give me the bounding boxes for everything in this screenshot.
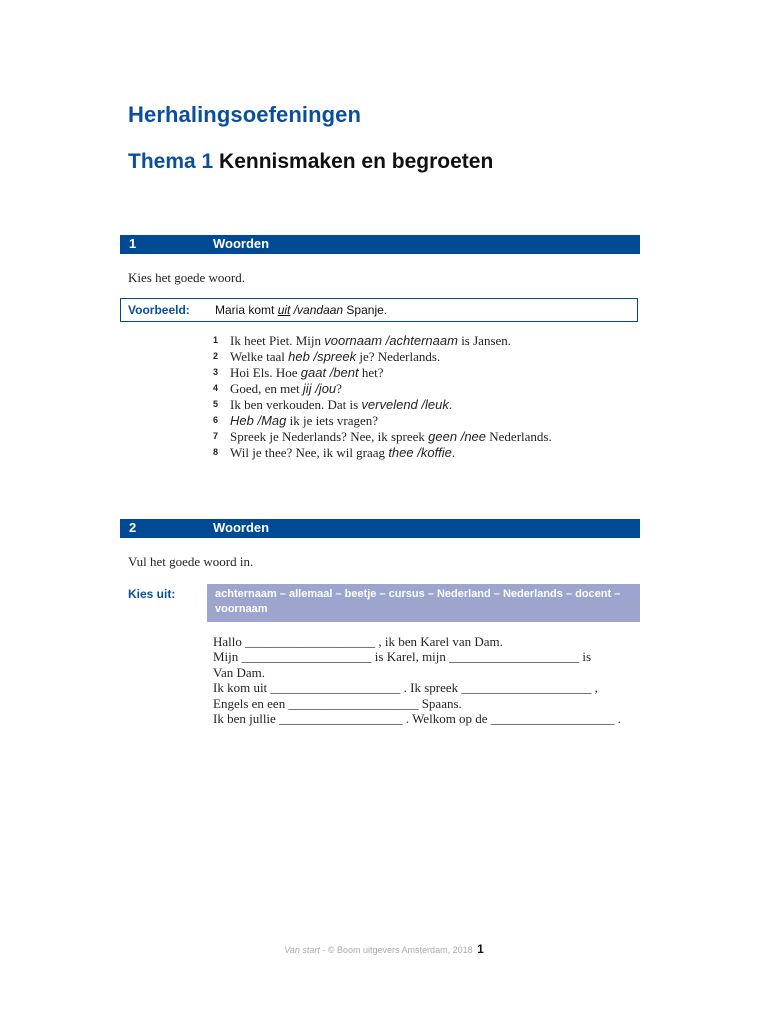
example-sentence: Maria komt uit /vandaan Spanje. [215, 303, 388, 317]
item-number: 6 [213, 415, 219, 425]
item-options[interactable]: gaat /bent [300, 365, 359, 380]
word-bank: achternaam – allemaal – beetje – cursus – Nederland – Nederlands – docent – voornaam [207, 584, 640, 622]
page-title: Herhalingsoefeningen [128, 102, 362, 127]
section-1-instruction: Kies het goede woord. [128, 270, 245, 285]
theme-title: Kennismaken en begroeten [219, 150, 494, 173]
section-2-header [120, 519, 640, 538]
footer-book-title: Van start [284, 945, 320, 955]
example-other-option: vandaan [297, 303, 344, 317]
fill-in-line: Ik ben jullie ___________________ . Welkom op de ___________________ . [213, 711, 621, 726]
item-number: 2 [213, 351, 219, 361]
item-sentence: Ik ben verkouden. Dat is vervelend /leuk. [230, 397, 453, 412]
section-2-instruction: Vul het goede woord in. [128, 554, 254, 569]
item-options[interactable]: voornaam /achternaam [324, 333, 458, 348]
theme-heading [128, 150, 493, 174]
item-number: 8 [213, 447, 219, 457]
section-number: 2 [129, 520, 137, 535]
section-heading: Woorden [213, 520, 270, 535]
item-sentence: Welke taal heb /spreek je? Nederlands. [230, 349, 441, 364]
item-number: 5 [213, 399, 219, 409]
item-sentence: Spreek je Nederlands? Nee, ik spreek geen /nee Nederlands. [230, 429, 552, 444]
item-sentence: Wil je thee? Nee, ik wil graag thee /koffie. [230, 445, 456, 460]
theme-label: Thema 1 [128, 150, 214, 173]
page-number: 1 [477, 942, 484, 956]
fill-in-line: Van Dam. [213, 664, 265, 680]
item-number: 3 [213, 367, 219, 377]
fill-in-line: Engels en een ____________________ Spaans. [213, 695, 462, 711]
item-options[interactable]: vervelend /leuk [361, 397, 449, 412]
item-number: 4 [213, 383, 219, 393]
item-options[interactable]: Heb /Mag [230, 413, 287, 428]
example-correct-option: uit [277, 303, 291, 317]
footer [0, 942, 768, 956]
section-heading: Woorden [213, 236, 270, 251]
item-options[interactable]: jij /jou [302, 381, 337, 396]
item-sentence: Ik heet Piet. Mijn voornaam /achternaam is Jansen. [230, 333, 512, 348]
item-sentence: Hoi Els. Hoe gaat /bent het? [230, 365, 384, 380]
item-options[interactable]: geen /nee [428, 429, 487, 444]
example-label: Voorbeeld: [128, 303, 190, 317]
choose-label: Kies uit: [128, 587, 176, 601]
section-number: 1 [129, 236, 137, 251]
section-1-header [120, 235, 640, 254]
item-sentence: Goed, en met jij /jou? [230, 381, 342, 396]
fill-in-line: Ik kom uit ____________________ . Ik spreek ____________________ , [213, 680, 598, 696]
item-number: 1 [213, 335, 219, 345]
item-options[interactable]: thee /koffie [388, 445, 452, 460]
fill-in-line: Mijn ____________________ is Karel, mijn ____________________ is [213, 649, 592, 665]
item-sentence: Heb /Mag ik je iets vragen? [230, 413, 379, 428]
item-number: 7 [213, 431, 219, 441]
footer-copyright: - © Boom uitgevers Amsterdam, 2018 [319, 945, 473, 955]
item-options[interactable]: heb /spreek [288, 349, 357, 364]
example-box [120, 298, 638, 322]
fill-in-line: Hallo ____________________ , ik ben Karel van Dam. [213, 634, 503, 649]
